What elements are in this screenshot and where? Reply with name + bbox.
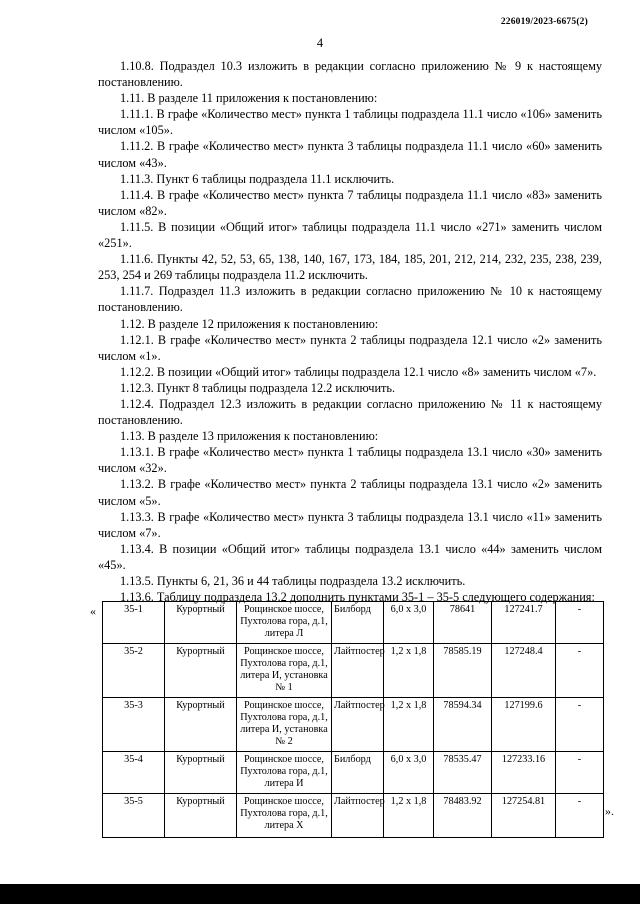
cell-size: 6,0 x 3,0 (384, 752, 434, 794)
table-row (103, 644, 604, 698)
cell-mark: - (556, 602, 604, 644)
cell-district: Курортный (165, 602, 237, 644)
cell-coord-x: 78483.92 (434, 794, 492, 838)
cell-address: Рощинское шоссе, Пухтолова гора, д.1, литера И (237, 752, 332, 794)
paragraph: 1.13.2. В графе «Количество мест» пункта 2 таблицы подраздела 13.1 число «2» заменить числом «5». (98, 477, 602, 508)
paragraph: 1.13.3. В графе «Количество мест» пункта 3 таблицы подраздела 13.1 число «11» заменить числом «7». (98, 509, 602, 540)
cell-district: Курортный (165, 752, 237, 794)
paragraph: 1.12. В разделе 12 приложения к постановлению: (120, 316, 379, 331)
cell-coord-y: 127199.6 (492, 698, 556, 752)
cell-number: 35-3 (103, 698, 165, 752)
paragraph: 1.12.4. Подраздел 12.3 изложить в редакции согласно приложению № 11 к настоящему постановлению. (98, 396, 602, 428)
cell-coord-x: 78535.47 (434, 752, 492, 794)
cell-coord-x: 78585.19 (434, 644, 492, 698)
cell-coord-x: 78641 (434, 602, 492, 644)
cell-address: Рощинское шоссе, Пухтолова гора, д.1, литера Х (237, 794, 332, 838)
cell-size: 1,2 x 1,8 (384, 698, 434, 752)
cell-type: Лайтпостер (332, 794, 384, 838)
document-body (98, 58, 602, 605)
table-row (103, 602, 604, 644)
paragraph: 1.11.5. В позиции «Общий итог» таблицы подраздела 11.1 число «271» заменить числом «251». (98, 219, 602, 251)
cell-district: Курортный (165, 644, 237, 698)
paragraph: 1.13.5. Пункты 6, 21, 36 и 44 таблицы подраздела 13.2 исключить. (120, 574, 466, 588)
cell-number: 35-4 (103, 752, 165, 794)
cell-type: Лайтпостер (332, 644, 384, 698)
table-row (103, 752, 604, 794)
cell-coord-y: 127241.7 (492, 602, 556, 644)
cell-coord-x: 78594.34 (434, 698, 492, 752)
cell-mark: - (556, 752, 604, 794)
paragraph: 1.10.8. Подраздел 10.3 изложить в редакции согласно приложению № 9 к настоящему постановлению. (98, 59, 602, 90)
paragraph: 1.11.3. Пункт 6 таблицы подраздела 11.1 исключить. (120, 171, 395, 186)
cell-size: 1,2 x 1,8 (384, 644, 434, 698)
table-row (103, 794, 604, 838)
cell-address: Рощинское шоссе, Пухтолова гора, д.1, литера Л (237, 602, 332, 644)
amendment-table (102, 601, 603, 838)
paragraph: 1.11.1. В графе «Количество мест» пункта 1 таблицы подраздела 11.1 число «106» заменить числом «105». (98, 107, 602, 138)
cell-coord-y: 127233.16 (492, 752, 556, 794)
table-close-quote: ». (605, 804, 614, 818)
cell-number: 35-1 (103, 602, 165, 644)
cell-mark: - (556, 698, 604, 752)
cell-district: Курортный (165, 698, 237, 752)
cell-type: Билборд (332, 602, 384, 644)
document-id: 226019/2023-6675(2) (500, 17, 588, 27)
cell-mark: - (556, 644, 604, 698)
paragraph: 1.11.2. В графе «Количество мест» пункта 3 таблицы подраздела 11.1 число «60» заменить числом «43». (98, 139, 602, 170)
cell-type: Лайтпостер (332, 698, 384, 752)
paragraph: 1.12.3. Пункт 8 таблицы подраздела 12.2 исключить. (120, 380, 396, 395)
table-row (103, 698, 604, 752)
cell-number: 35-2 (103, 644, 165, 698)
paragraph: 1.11. В разделе 11 приложения к постановлению: (120, 91, 378, 106)
cell-mark: - (556, 794, 604, 838)
paragraph: 1.11.6. Пункты 42, 52, 53, 65, 138, 140, 167, 173, 184, 185, 201, 212, 214, 232, 235, 238, 239, 253, 254 и 269 таблицы подраздела 11.2 исключить. (98, 252, 602, 283)
table-open-quote: « (90, 604, 96, 618)
cell-size: 1,2 x 1,8 (384, 794, 434, 838)
paragraph: 1.11.7. Подраздел 11.3 изложить в редакции согласно приложению № 10 к настоящему постановлению. (98, 284, 602, 315)
paragraph: 1.11.4. В графе «Количество мест» пункта 7 таблицы подраздела 11.1 число «83» заменить числом «82». (98, 187, 602, 218)
paragraph: 1.13.6. Таблицу подраздела 13.2 дополнить пунктами 35-1 – 35-5 следующего содержания: (120, 590, 595, 605)
cell-district: Курортный (165, 794, 237, 838)
paragraph: 1.12.1. В графе «Количество мест» пункта 2 таблицы подраздела 12.1 число «2» заменить числом «1». (98, 332, 602, 363)
scan-edge-bar (0, 884, 640, 904)
page-number: 4 (316, 36, 324, 50)
cell-type: Билборд (332, 752, 384, 794)
paragraph: 1.13. В разделе 13 приложения к постановлению: (120, 429, 379, 444)
paragraph: 1.13.4. В позиции «Общий итог» таблицы подраздела 13.1 число «44» заменить числом «45». (98, 541, 602, 572)
cell-size: 6,0 x 3,0 (384, 602, 434, 644)
cell-coord-y: 127248.4 (492, 644, 556, 698)
paragraph: 1.13.1. В графе «Количество мест» пункта 1 таблицы подраздела 13.1 число «30» заменить числом «32». (98, 445, 602, 476)
cell-address: Рощинское шоссе, Пухтолова гора, д.1, литера И, установка № 2 (237, 698, 332, 752)
cell-number: 35-5 (103, 794, 165, 838)
paragraph: 1.12.2. В позиции «Общий итог» таблицы подраздела 12.1 число «8» заменить числом «7». (120, 364, 597, 379)
cell-coord-y: 127254.81 (492, 794, 556, 838)
cell-address: Рощинское шоссе, Пухтолова гора, д.1, литера И, установка № 1 (237, 644, 332, 698)
